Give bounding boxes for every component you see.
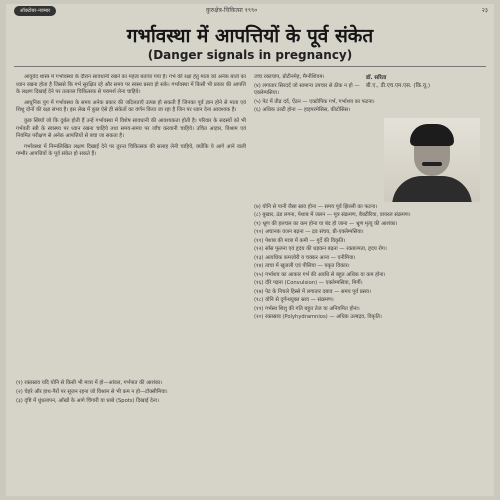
page-number: २३ (481, 7, 488, 14)
list-item: (७) योनि से पानी जैसा स्राव होना — समय पूर्व झिल्ली का फटना। (254, 204, 378, 210)
list-item: उच्च रक्तचाप, प्रोटीनमेह, मैग्नीशियम। (254, 74, 325, 80)
list-item: (४) लगातार सिरदर्द जो सामान्य उपचार से ठीक न हो — एक्लेम्पसिया। (254, 82, 360, 97)
article-title-english: (Danger signals in pregnancy) (147, 48, 353, 62)
author-name: डॉ. सरिता (366, 75, 387, 81)
list-item: (२) चेहरे और हाथ-पैरों पर सूजन रहना जो विश्राम से भी कम न हो—टॉक्सीमिया। (16, 388, 168, 395)
paragraph: गर्भावस्था में निम्नलिखित लक्षण दिखाई देने पर तुरन्त चिकित्सक की सलाह लेनी चाहिये, क्योंकि ये आगे आने वाली गम्भीर आपत्तियों के पूर्व संकेत हो सकते हैं। (16, 143, 246, 158)
list-item: (१३) अत्यधिक कमजोरी व चक्कर आना — एनीमिया। (254, 254, 356, 261)
list-item: (१४) त्वचा में खुजली एवं पीलिया — यकृत विकार। (254, 263, 350, 270)
list-item: (११) पेशाब की मात्रा में कमी — गुर्दे की विकृति। (254, 237, 346, 244)
list-item: (१) रक्तस्राव यदि योनि से किसी भी मात्रा में हो—आंवल, गर्भपात की आशंका। (16, 380, 163, 386)
list-item: (६) अधिक उल्टी होना — हाइपरमेसिस, कीटोसिस। (254, 107, 351, 114)
list-item: (१२) साँस फूलना एवं हृदय की धड़कन बढ़ना — रक्ताल्पता, हृदय रोग। (254, 246, 387, 253)
list-item: (१९) गर्भस्थ शिशु की गति बहुत तेज या अनियमित होना। (254, 305, 360, 312)
list-item: (८) बुखार, ठंड लगना, पेशाब में जलन — मूत्र संक्रमण, बैक्टीरिया, वायरल संक्रमण। (254, 212, 411, 219)
paragraph: कुछ स्त्रियाँ जो कि दुर्बल होती हैं उन्हें गर्भावस्था में विशेष सावधानी की आवश्यकता होती है। परिवार के सदस्यों को भी गर्भवती स्त्री के स्वास्थ्य पर ध्यान रखना चाहिये तथा समय-समय पर जाँच करवानी चाहिये। उचित आहार, विश्राम एवं नियमित परीक्षण से अनेक आपत्तियों से बचा जा सकता है। (16, 117, 246, 140)
list-item: (३) दृष्टि में धुंधलापन, आँखों के आगे चिंगारी या धब्बे (Spots) दिखाई देना। (16, 397, 159, 404)
list-item: (५) पेट में तीव्र दर्द, ऐंठन — एक्टोपिक गर्भ, गर्भाशय का फटना। (254, 98, 375, 105)
list-item: (९) भ्रूण की हलचल का कम होना या बंद हो जाना — भ्रूण मृत्यु की आशंका। (254, 220, 398, 227)
article-title-hindi: गर्भावस्था में आपत्तियों के पूर्व संकेत (126, 25, 374, 47)
list-item: (१०) अचानक वजन बढ़ना — द्रव संचय, प्री-एक्लेम्पसिया। (254, 229, 364, 236)
paragraph: आयुर्वेद शास्त्र में गर्भावस्था के दौरान सावधानी रखने का महत्व बताया गया है। गर्भ की रक्षा हेतु माता को अनेक बातों का ध्यान रखना होता है जिससे कि गर्भ सुरक्षित रहे और समय पर स्वस्थ प्रसव हो सके। गर्भावस्था में किसी भी प्रकार की आपत्ति के लक्षण दिखाई देने पर तत्काल चिकित्सक से परामर्श लेना चाहिये। (16, 74, 246, 96)
paragraph: आधुनिक युग में गर्भावस्था के समय अनेक प्रकार की जटिलताएँ उत्पन्न हो सकती हैं जिनका पूर्व ज्ञान होने से माता एवं शिशु दोनों की रक्षा संभव है। इस लेख में कुछ ऐसे ही संकेतों का वर्णन किया जा रहा है जिन पर ध्यान देना आवश्यक है। (16, 99, 246, 114)
list-item: (१७) पेट के निचले हिस्से में लगातार दबाव — समय पूर्व प्रसव। (254, 288, 372, 295)
page-header (6, 4, 494, 18)
right-top-list (254, 74, 378, 116)
left-symptom-list (16, 380, 246, 406)
left-column (16, 74, 246, 374)
list-item: (१६) दौरे पड़ना (Convulsion) — एक्लेम्पसिया, मिर्गी। (254, 280, 363, 287)
title-divider (14, 66, 486, 67)
magazine-page (6, 4, 494, 496)
list-item: (२०) रक्तस्राव (Polyhydramnios) — अधिक उल्बद्रव, विकृति। (254, 314, 382, 321)
author-photo (384, 118, 480, 202)
list-item: (१८) योनि से दुर्गन्धयुक्त स्राव — संक्रमण। (254, 297, 334, 304)
running-head: कुरुक्षेत्र-चिकित्सा १९९० (206, 7, 258, 14)
section-badge: ऑक्टोबर-नवम्बर (14, 6, 56, 16)
author-block (366, 74, 486, 90)
list-item: (१५) गर्भाशय का आकार गर्भ की अवधि से बहुत अधिक या कम होना। (254, 271, 386, 278)
right-symptom-list (254, 204, 488, 323)
author-qualification: बी.ए., डी.एच.एम.एस. (कि.यू.) (366, 83, 430, 89)
